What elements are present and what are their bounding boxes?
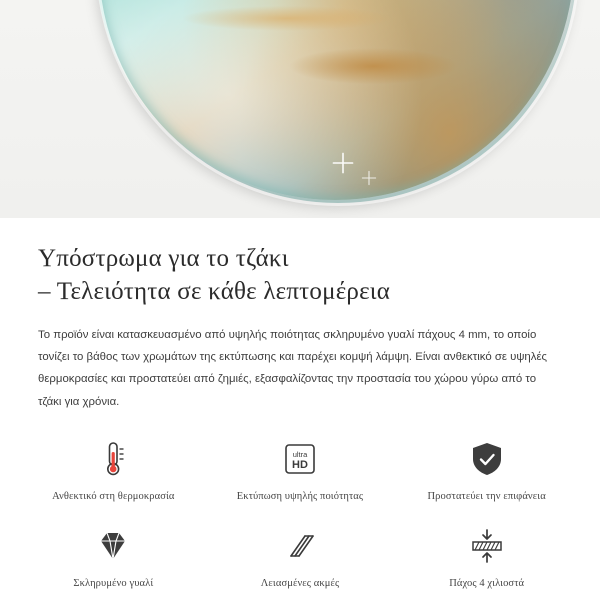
- marble-veins: [96, 0, 574, 200]
- feature-label: Λειασμένες ακμές: [260, 577, 340, 589]
- feature-label: Σκληρυμένο γυαλί: [73, 577, 154, 589]
- polished-edges-icon: [280, 524, 320, 568]
- svg-text:ultra: ultra: [292, 449, 308, 459]
- feature-item-polished-edges: [207, 516, 394, 599]
- feature-label: Πάχος 4 χιλιοστά: [449, 577, 525, 589]
- page-title: [38, 242, 562, 308]
- thickness-arrows-icon: [465, 524, 509, 568]
- svg-text:HD: HD: [292, 458, 308, 471]
- feature-label: Εκτύπωση υψηλής ποιότητας: [236, 490, 364, 502]
- thermometer-icon: [96, 437, 130, 481]
- content-block: [0, 218, 600, 413]
- diamond-icon: [93, 524, 133, 568]
- ultra-hd-icon: [280, 437, 320, 481]
- feature-item-tempered-glass: [20, 516, 207, 599]
- title-line-1: Υπόστρωμα για το τζάκι: [38, 245, 289, 272]
- feature-item-surface-protection: [393, 429, 580, 512]
- shield-check-icon: [467, 437, 507, 481]
- feature-item-temperature: [20, 429, 207, 512]
- feature-item-print-quality: [207, 429, 394, 512]
- title-line-2: – Τελειότητα σε κάθε λεπτομέρεια: [38, 278, 391, 305]
- description-paragraph: Το προϊόν είναι κατασκευασμένο από υψηλής ποιότητας σκληρυμένο γυαλί πάχους 4 mm, το οποίο τονίζει το βάθος των χρωμάτων της εκτύπωσης και παρέχει κομψή λάμψη. Είναι ανθεκτικό σε υψηλές θερμοκρασίες και προστατεύει από ζημιές, εξασφαλίζοντας την προστασία του χώρου γύρω από το τζάκι για χρόνια.: [38, 329, 548, 408]
- hero-image: [0, 0, 600, 218]
- round-glass-panel: [96, 0, 574, 200]
- feature-grid: [0, 413, 600, 599]
- feature-label: Ανθεκτικό στη θερμοκρασία: [52, 490, 175, 502]
- feature-item-thickness: [393, 516, 580, 599]
- feature-label: Προστατεύει την επιφάνεια: [427, 490, 546, 502]
